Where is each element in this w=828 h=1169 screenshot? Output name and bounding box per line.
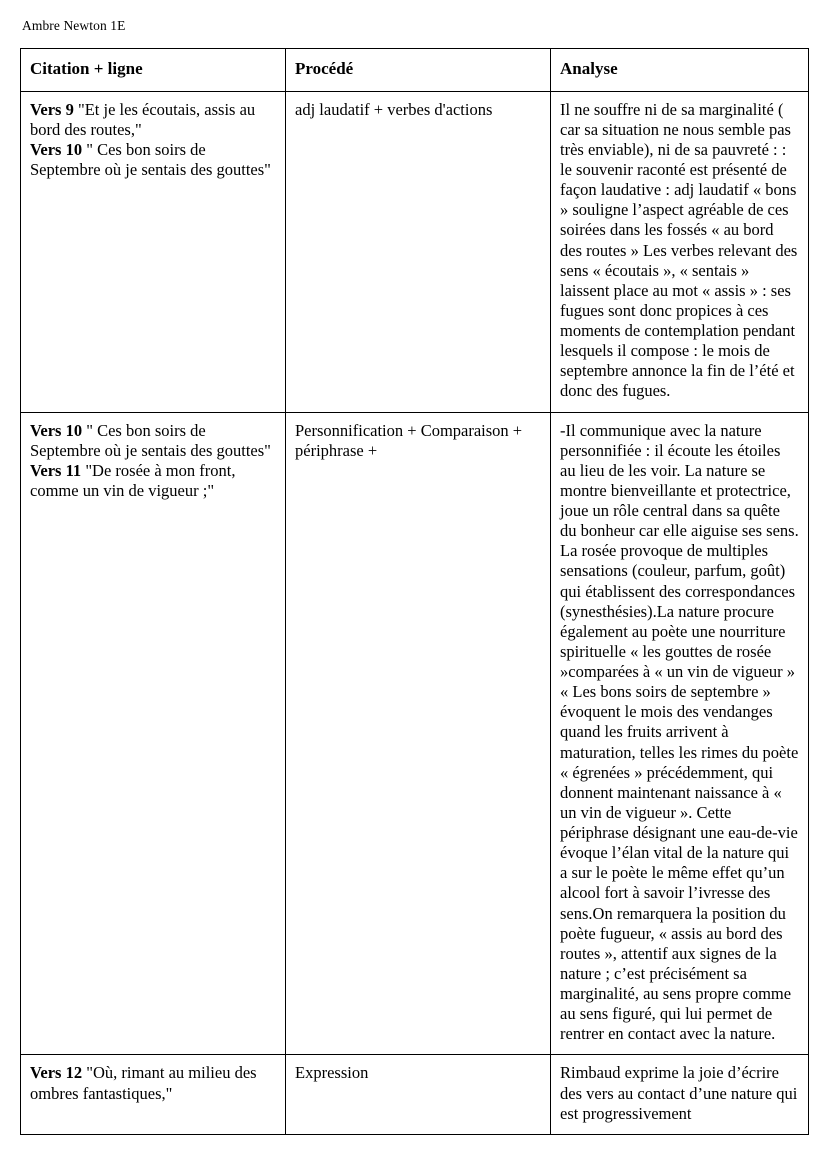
- verse-label: Vers 12: [30, 1063, 83, 1083]
- cell-citation: [21, 91, 286, 412]
- verse-label: Vers 10: [30, 420, 83, 440]
- column-header-citation: Citation + ligne: [21, 49, 286, 92]
- verse-label: Vers 11: [30, 460, 82, 480]
- cell-analyse: -Il communique avec la nature personnifiée : il écoute les étoiles au lieu de les voir. La nature se montre bienveillante et protectrice, joue un rôle central dans sa quête du bonheur car elle aiguise ses sens. La rosée provoque de multiples sensations (couleur, parfum, goût) qui établissent des correspondances (synesthésies).La nature procure également au poète une nourriture spirituelle « les gouttes de rosée »comparées à « un vin de vigueur » « Les bons soirs de septembre » évoquent le mois des vendanges quand les fruits arrivent à maturation, telles les rimes du poète « égrenées » précédemment, qui donnent maintenant naissance à « un vin de vigueur ». Cette périphrase désignant une eau-de-vie évoque l’élan vital de la nature qui a sur le poète le même effet qu’un alcool fort à savoir l’ivresse des sens.On remarquera la position du poète fugueur, « assis au bord des routes », attentif aux signes de la nature ; c’est précisément sa marginalité, au sens propre comme au sens figuré, qui lui permet de rentrer en contact avec la nature.: [551, 412, 809, 1055]
- cell-analyse: Rimbaud exprime la joie d’écrire des vers au contact d’une nature qui est progressivement: [551, 1055, 809, 1134]
- citation-line: [30, 461, 276, 501]
- table-row: [21, 91, 809, 412]
- verse-quote: "Où, rimant au milieu des ombres fantastiques,": [30, 1063, 257, 1103]
- analysis-table: [20, 48, 809, 1135]
- cell-citation: [21, 412, 286, 1055]
- cell-analyse: Il ne souffre ni de sa marginalité ( car sa situation ne nous semble pas très enviable), ni de sa pauvreté : : le souvenir raconté est présenté de façon laudative : adj laudatif « bons » souligne l’aspect agréable de ces soirées dans les fossés « au bord des routes » Les verbes relevant des sens « écoutais », « sentais » laissent place au mot « assis » : ses fugues sont donc propices à ces moments de contemplation pendant lesquels il compose : le mois de septembre annonce la fin de l’été et donc des fugues.: [551, 91, 809, 412]
- citation-line: [30, 1063, 276, 1103]
- cell-citation: [21, 1055, 286, 1134]
- cell-procede: Expression: [286, 1055, 551, 1134]
- verse-quote: " Ces bon soirs de Septembre où je sentais des gouttes": [30, 139, 271, 180]
- verse-label: Vers 9: [30, 99, 74, 119]
- verse-quote: " Ces bon soirs de Septembre où je sentais des gouttes": [30, 420, 271, 460]
- verse-label: Vers 10: [30, 139, 83, 159]
- cell-procede: adj laudatif + verbes d'actions: [286, 91, 551, 412]
- column-header-analyse: Analyse: [551, 49, 809, 92]
- student-name-header: Ambre Newton 1E: [22, 18, 126, 33]
- verse-quote: "Et je les écoutais, assis au bord des routes,": [30, 99, 256, 139]
- citation-line: [30, 421, 276, 461]
- citation-line: [30, 100, 276, 140]
- verse-quote: "De rosée à mon front, comme un vin de vigueur ;": [30, 460, 236, 500]
- table-header-row: [21, 49, 809, 92]
- cell-procede: Personnification + Comparaison + périphrase +: [286, 412, 551, 1055]
- table-row: [21, 1055, 809, 1134]
- citation-line: [30, 140, 276, 180]
- column-header-procede: Procédé: [286, 49, 551, 92]
- table-row: [21, 412, 809, 1055]
